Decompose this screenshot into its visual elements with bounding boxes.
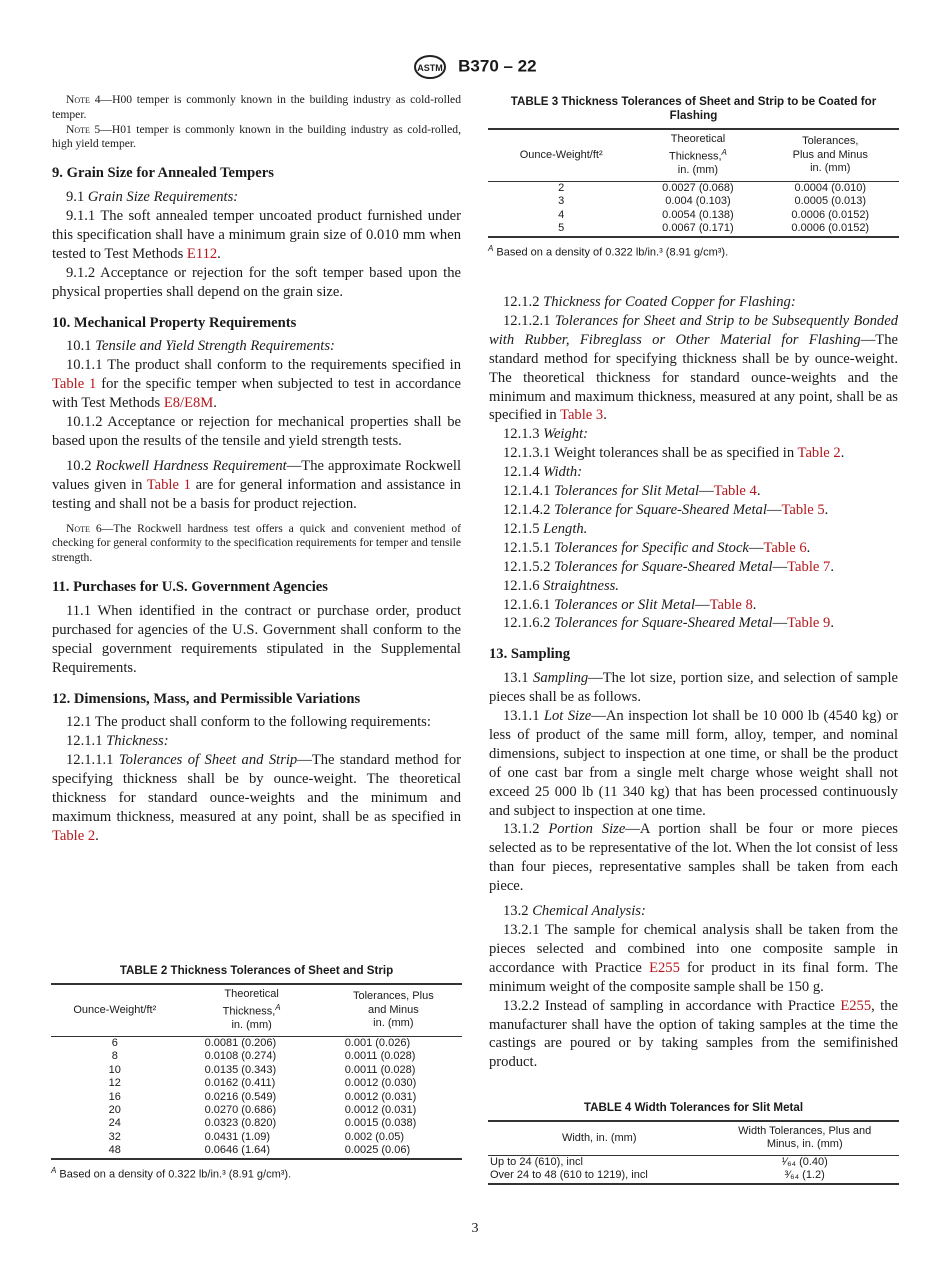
table-cell: 0.0005 (0.013) [794, 195, 867, 208]
reference-link[interactable]: Table 7 [787, 558, 831, 575]
text-segment: 10.1.2 Acceptance or rejection for mechanical properties shall be based upon the results of the tensile and yield strength tests. [52, 414, 461, 449]
table-row [51, 1117, 462, 1130]
table-row [51, 1077, 462, 1090]
table-cell: 0.002 (0.05) [344, 1130, 405, 1143]
text-segment: — [695, 596, 710, 613]
paragraph [489, 425, 898, 444]
text-segment: 12.1.5.1 [503, 539, 555, 556]
text-segment: 11. Purchases for U.S. Government Agencies [52, 578, 328, 595]
paragraph [489, 444, 898, 463]
text-segment: — [772, 615, 788, 632]
table-cell: 0.0012 (0.031) [344, 1090, 417, 1103]
paragraph [52, 457, 461, 514]
header-line: Ounce-Weight/ft² [519, 148, 603, 161]
column-header [762, 129, 899, 181]
text-segment: 9. Grain Size for Annealed Tempers [52, 165, 274, 182]
text-segment: . [824, 501, 829, 518]
text-segment: 13.2.2 Instead of sampling in accordance with Practice [503, 997, 841, 1014]
paragraph [489, 707, 898, 820]
section-heading [52, 690, 461, 709]
text-segment: 12.1.6.2 [503, 615, 555, 632]
table-cell: 0.0067 (0.171) [662, 222, 734, 235]
footnote-marker: A [51, 1165, 57, 1175]
text-segment: 9.1.1 The soft annealed temper uncoated product furnished under this specification shall have a minimum grain size of 0.010 mm when tested to Test Methods [52, 208, 461, 262]
table-cell: 3 [558, 195, 565, 208]
table-title: TABLE 3 Thickness Tolerances of Sheet and Strip to be Coated for Flashing [510, 95, 877, 122]
table-cell: 0.0004 (0.010) [794, 181, 867, 194]
header-line: Plus and Minus [792, 148, 868, 161]
table-row [51, 1050, 462, 1063]
reference-link[interactable]: Table 5 [781, 501, 825, 518]
header-line: Theoretical [224, 988, 279, 1000]
table-cell: 4 [558, 208, 565, 221]
text-segment: 10. Mechanical Property Requirements [52, 314, 297, 331]
table-cell: 10 [108, 1063, 121, 1076]
table-cell: 0.0216 (0.549) [204, 1090, 277, 1103]
reference-link[interactable]: E255 [840, 997, 872, 1014]
paragraph [52, 188, 461, 207]
reference-link[interactable]: E112 [186, 245, 218, 262]
data-table [51, 983, 462, 1160]
paragraph [489, 501, 898, 520]
text-segment: 12.1.1.1 [66, 752, 119, 769]
paragraph [489, 312, 898, 425]
table-cell: 0.0323 (0.820) [204, 1117, 277, 1130]
header-line: Width, in. (mm) [561, 1131, 637, 1144]
reference-link[interactable]: Table 6 [763, 539, 807, 556]
table-cell: 0.0006 (0.0152) [791, 208, 870, 221]
reference-link[interactable]: Table 1 [146, 476, 191, 493]
text-segment: . [217, 245, 221, 262]
paragraph [489, 596, 898, 615]
header-line: in. (mm) [231, 1019, 272, 1032]
header-line: Width Tolerances, Plus and [738, 1125, 872, 1137]
paragraph [489, 463, 898, 482]
text-segment: — [748, 539, 764, 556]
table-footnote [51, 1164, 462, 1182]
paragraph [489, 577, 898, 596]
header-line: Ounce-Weight/ft² [73, 1003, 157, 1016]
header-line: Theoretical [670, 133, 726, 145]
paragraph [489, 669, 898, 707]
table-row [51, 1064, 462, 1077]
table-cell: 0.0270 (0.686) [204, 1103, 277, 1116]
header-line: in. (mm) [810, 162, 851, 175]
table-cell: 0.0027 (0.068) [662, 181, 734, 194]
text-segment: for the specific temper when subjected to test in accordance with Test Methods [52, 376, 461, 412]
table-cell: 0.0108 (0.274) [204, 1050, 277, 1063]
text-segment: —An inspection lot shall be 10 000 lb (4540 kg) or less of product of the same mill form, alloy, temper, and nominal dimensions, subject to inspection at one time, or shall be the product of one cast bar from a single melt charge whose weight shall not exceed 25 000 lb (11 340 kg) that has been processed continuously and subject to inspection at one time. [489, 708, 898, 819]
reference-link[interactable]: Table 8 [709, 596, 753, 613]
text-segment: for product in its final form. The minimum weight of the composite sample shall be 150 g. [489, 959, 898, 995]
text-segment: . [830, 615, 834, 632]
column-header [710, 1121, 899, 1155]
table-cell: Up to 24 (610), incl [490, 1155, 583, 1168]
table-row [51, 1091, 462, 1104]
paragraph [489, 293, 898, 312]
text-segment: 5—H01 temper is commonly known in the building industry as cold-rolled, high yield temper. [52, 122, 461, 151]
paragraph [489, 997, 898, 1073]
column-header [179, 984, 325, 1036]
astm-logo-icon [413, 54, 447, 80]
text-segment: 12.1.5.2 [503, 558, 555, 575]
table-cell: 5 [558, 222, 565, 235]
text-segment: 12.1.4 [503, 464, 544, 481]
paragraph [52, 413, 461, 451]
text-segment: Note [66, 521, 90, 535]
text-segment: —The lot size, portion size, and selection of sample pieces shall be as follows. [489, 670, 898, 706]
paragraph [489, 520, 898, 539]
table-row [488, 1155, 899, 1169]
table-cell: 0.0012 (0.030) [344, 1077, 417, 1090]
table-cell: 0.0431 (1.09) [204, 1130, 271, 1143]
table-header-row [51, 984, 462, 1036]
paragraph [52, 337, 461, 356]
reference-link[interactable]: E8/E8M [163, 395, 214, 412]
text-segment: 6—The Rockwell hardness test offers a quick and convenient method of checking for general conformity to the specification requirements for temper and tensile strength. [52, 521, 461, 565]
paragraph [489, 539, 898, 558]
section-heading [489, 645, 898, 664]
table-cell: 0.0011 (0.028) [344, 1063, 416, 1076]
table-cell: ³⁄₆₄ (1.2) [784, 1169, 825, 1182]
header-line: Minus, in. (mm) [766, 1138, 843, 1151]
header-line: Tolerances, Plus [352, 990, 434, 1003]
text-segment: Sampling [533, 670, 589, 687]
table-row [51, 1036, 462, 1050]
text-segment: Weight: [543, 426, 588, 443]
text-segment: 10.2 [66, 457, 96, 474]
text-segment: 12.1.3 [503, 426, 544, 443]
table-cell: 6 [111, 1036, 118, 1049]
paragraph [52, 207, 461, 264]
text-segment: 12.1.5 [503, 520, 544, 537]
column-header [51, 984, 179, 1036]
text-segment: . [806, 539, 811, 556]
text-segment: —The standard method for specifying thickness shall be by ounce-weight. The theoretical thickness for standard ounce-weights and the minimum and maximum thickness, measured at any point, shall be as specified in [52, 752, 461, 825]
reference-link[interactable]: Table 1 [52, 376, 97, 393]
text-segment: 4—H00 temper is commonly known in the building industry as cold-rolled temper. [52, 93, 461, 121]
table-cell: 0.0646 (1.64) [204, 1144, 271, 1157]
header-line: in. (mm) [677, 164, 719, 177]
text-segment: 13.2.1 The sample for chemical analysis shall be taken from the pieces selected and combined into one composite sample in accordance with Practice [489, 922, 898, 976]
table-cell: 32 [108, 1130, 121, 1143]
table-cell: 12 [108, 1077, 121, 1090]
table-title: TABLE 2 Thickness Tolerances of Sheet and Strip [119, 964, 394, 977]
text-segment: — [772, 558, 788, 575]
reference-link[interactable]: Table 3 [560, 407, 604, 424]
table-cell: 0.001 (0.026) [344, 1036, 411, 1049]
text-segment: 13.1.2 [503, 821, 549, 838]
table-3 [488, 95, 899, 260]
footnote-text: Based on a density of 0.322 lb/in.³ (8.91 g/cm³). [59, 1168, 292, 1181]
column-header [488, 129, 634, 181]
text-segment: —The approximate Rockwell values given in [52, 457, 462, 493]
text-segment: . [603, 407, 607, 424]
table-2 [51, 964, 462, 1182]
paragraph [52, 751, 461, 846]
text-segment: — [766, 501, 782, 518]
text-segment: Tolerances for Square-Sheared Metal [554, 615, 773, 632]
text-segment: Thickness: [106, 733, 169, 750]
table-cell: ¹⁄₆₄ (0.40) [781, 1155, 828, 1168]
text-segment: Chemical Analysis: [532, 903, 646, 920]
table-cell: 8 [111, 1050, 118, 1063]
text-segment: Tolerances for Square-Sheared Metal [554, 558, 773, 575]
table-cell: 24 [108, 1117, 121, 1130]
table-row [488, 209, 899, 222]
column-header [634, 129, 761, 181]
data-table [488, 128, 899, 238]
header-line: in. (mm) [373, 1017, 414, 1030]
text-segment: Tolerances for Slit Metal [554, 483, 700, 500]
text-segment: Width: [543, 464, 583, 481]
table-row [51, 1144, 462, 1158]
text-segment: 12.1.6 [503, 577, 544, 594]
text-segment: . [840, 445, 845, 462]
table-row [488, 222, 899, 236]
text-segment: 10.1.1 The product shall conform to the requirements specified in [66, 357, 461, 374]
table-title: TABLE 4 Width Tolerances for Slit Metal [583, 1101, 804, 1114]
footnote-text: Based on a density of 0.322 lb/in.³ (8.91 g/cm³). [496, 246, 729, 259]
text-segment: Rockwell Hardness Requirement [95, 457, 287, 474]
note [52, 123, 461, 153]
data-table [488, 1120, 899, 1185]
section-heading [52, 314, 461, 333]
table-cell: 0.0015 (0.038) [344, 1117, 417, 1130]
paragraph [52, 602, 461, 678]
table-cell: 0.0135 (0.343) [204, 1063, 277, 1076]
table-row [51, 1131, 462, 1144]
page-header [0, 54, 950, 80]
text-segment: 13.1 [503, 670, 534, 687]
note [52, 93, 461, 123]
paragraph [52, 732, 461, 751]
paragraph [52, 264, 461, 302]
text-segment: — [699, 483, 714, 500]
header-line: and Minus [367, 1003, 419, 1016]
table-cell: 0.0011 (0.028) [344, 1050, 416, 1063]
table-footnote [488, 242, 899, 260]
table-header-row [488, 1121, 899, 1155]
left-column [52, 93, 461, 846]
table-row [488, 181, 899, 195]
text-segment: 11.1 When identified in the contract or purchase order, product purchased for agencies of the U.S. Government shall conform to the special government requirements stipulated in the Supplemental Requirements. [52, 602, 461, 676]
section-heading [52, 578, 461, 597]
text-segment: Tensile and Yield Strength Requirements: [95, 338, 335, 355]
note [52, 522, 461, 566]
text-segment: 9.1 [66, 189, 88, 206]
text-segment: . [213, 395, 217, 412]
column-header [325, 984, 462, 1036]
svg-text:ASTM: ASTM [417, 63, 444, 73]
table-cell: Over 24 to 48 (610 to 1219), incl [490, 1169, 648, 1182]
paragraph [489, 820, 898, 896]
reference-link[interactable]: Table 9 [787, 615, 831, 632]
text-segment: 9.1.2 Acceptance or rejection for the soft temper based upon the physical properties shall depend on the grain size. [52, 264, 461, 300]
header-line: Thickness, [222, 1006, 276, 1019]
reference-link[interactable]: Table 2 [797, 445, 841, 462]
table-4 [488, 1101, 899, 1185]
table-cell: 16 [108, 1090, 121, 1103]
footnote-marker: A [488, 243, 494, 253]
text-segment: 13.2 [503, 903, 533, 920]
table-cell: 0.0081 (0.206) [204, 1036, 277, 1049]
text-segment: Portion Size [548, 821, 626, 838]
text-segment: Length. [543, 520, 588, 537]
column-header [488, 1121, 710, 1155]
reference-link[interactable]: Table 4 [713, 483, 757, 500]
text-segment: —The standard method for specifying thickness shall be by ounce-weight. The theoretical thickness for standard ounce-weights and the minimum and maximum thickness, measured at any point, shall be as specified in [489, 331, 898, 424]
text-segment: Tolerances for Specific and Stock [554, 539, 749, 556]
text-segment: 12.1.1 [66, 733, 107, 750]
text-segment: Thickness for Coated Copper for Flashing: [543, 294, 796, 310]
paragraph [489, 614, 898, 633]
text-segment: 12. Dimensions, Mass, and Permissible Variations [52, 690, 361, 707]
right-column [489, 293, 898, 1072]
table-cell: 0.0012 (0.031) [344, 1103, 417, 1116]
table-cell: 0.0054 (0.138) [662, 208, 734, 221]
footnote-marker: A [721, 148, 727, 158]
text-segment: Lot Size [543, 708, 592, 725]
section-heading [52, 164, 461, 183]
text-segment: . [752, 596, 757, 613]
text-segment: 12.1.4.1 [503, 483, 555, 500]
table-header-row [488, 129, 899, 181]
table-row [488, 1169, 899, 1183]
table-cell: 0.0006 (0.0152) [791, 222, 870, 235]
table-cell: 0.0025 (0.06) [344, 1144, 411, 1157]
text-segment: Tolerance for Square-Sheared Metal [554, 501, 767, 518]
table-cell: 48 [108, 1144, 121, 1157]
text-segment: —A portion shall be four or more pieces selected as to be representative of the lot. When the lot consist of less than four pieces, representative samples shall be taken from each piece. [489, 821, 898, 895]
reference-link[interactable]: Table 2 [52, 827, 96, 844]
footnote-marker: A [275, 1003, 281, 1013]
table-row [51, 1104, 462, 1117]
text-segment: 12.1.6.1 [503, 596, 555, 613]
page-number: 3 [471, 1221, 479, 1236]
table-cell: 0.0162 (0.411) [204, 1077, 276, 1090]
text-segment: . [95, 827, 99, 844]
paragraph [489, 921, 898, 997]
table-cell: 2 [558, 181, 565, 194]
text-segment: Note [66, 122, 90, 136]
paragraph [52, 356, 461, 413]
table-row [488, 195, 899, 208]
text-segment: 12.1.4.2 [503, 501, 555, 518]
header-line: Tolerances, [802, 135, 859, 148]
text-segment: Straightness. [543, 577, 619, 594]
paragraph [489, 558, 898, 577]
header-line: Thickness, [668, 151, 722, 164]
text-segment: Tolerances or Slit Metal [554, 596, 696, 613]
text-segment: 12.1.2 [503, 294, 544, 310]
text-segment: 13.1.1 [503, 708, 544, 725]
table-cell: 0.004 (0.103) [665, 195, 731, 208]
paragraph [489, 482, 898, 501]
text-segment: are for general information and assistance in testing and shall not be a basis for product rejection. [52, 476, 461, 512]
paragraph [52, 713, 461, 732]
text-segment: . [830, 558, 834, 575]
text-segment: Tolerances for Sheet and Strip to be Subsequently Bonded with Rubber, Fibreglass or Other Material for Flashing [489, 312, 898, 348]
text-segment: Tolerances of Sheet and Strip [118, 752, 298, 769]
text-segment: , the manufacturer shall have the option of taking samples at the time the castings are poured or by taking samples from the semifinished product. [489, 997, 898, 1071]
reference-link[interactable]: E255 [649, 959, 680, 976]
text-segment: . [756, 483, 761, 500]
text-segment: Note [66, 93, 90, 106]
text-segment: 12.1.3.1 Weight tolerances shall be as specified in [503, 445, 798, 462]
text-segment: 13. Sampling [489, 646, 571, 663]
paragraph [489, 902, 898, 921]
table-cell: 20 [108, 1103, 121, 1116]
text-segment: Grain Size Requirements: [87, 189, 239, 206]
text-segment: 12.1.2.1 [503, 312, 555, 329]
text-segment: 12.1 The product shall conform to the following requirements: [66, 714, 431, 731]
text-segment: 10.1 [66, 338, 96, 355]
document-designation: B370 – 22 [458, 56, 537, 76]
